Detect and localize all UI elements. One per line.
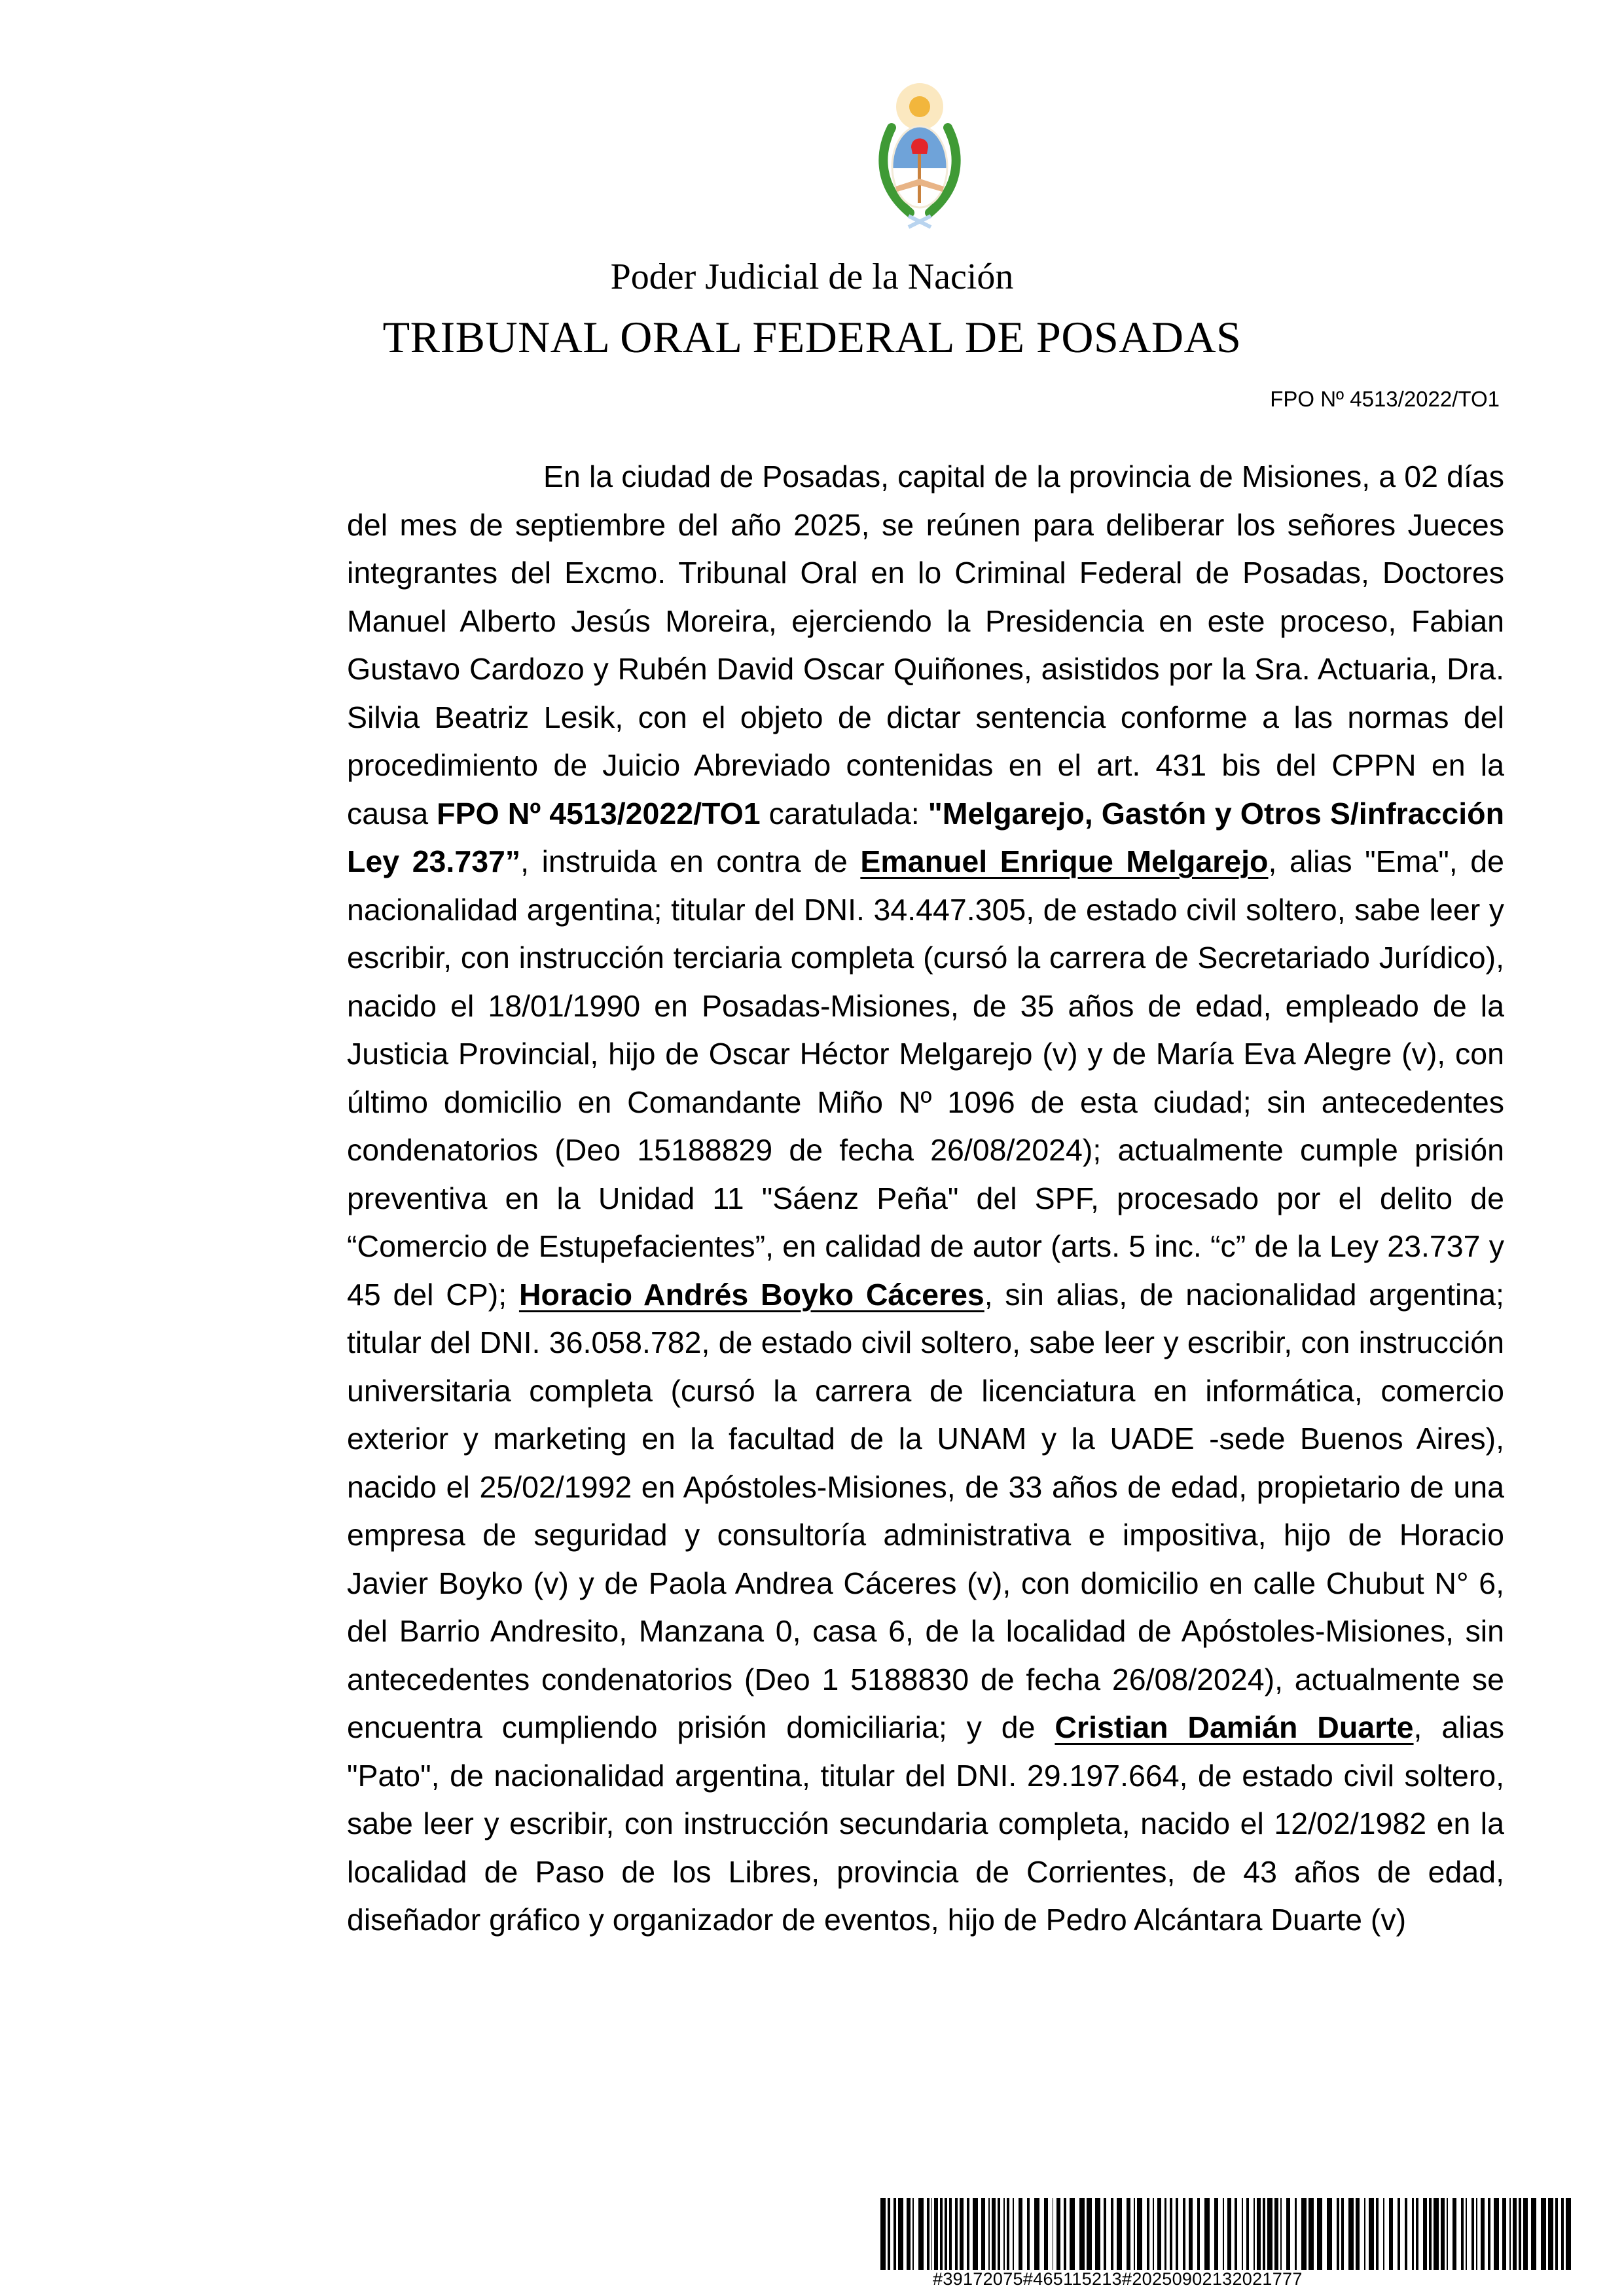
barcode-bar	[1461, 2198, 1464, 2270]
barcode-bar	[1170, 2198, 1172, 2270]
case-reference: FPO Nº 4513/2022/TO1	[1270, 387, 1500, 411]
barcode-bar	[1531, 2198, 1536, 2270]
barcode-bar	[940, 2198, 943, 2270]
opening-paragraph	[347, 453, 1504, 1945]
barcode-bar	[1007, 2198, 1009, 2270]
barcode-bar	[1214, 2198, 1218, 2270]
text-segment: , sin alias, de nacionalidad argentina; titular del DNI. 36.058.782, de estado civil soltero, sabe leer y escribir, con instrucción universitaria completa (cursó la carrera de licenciatura en informática, comercio exterior y marketing en la facultad de la UNAM y la UADE -sede Buenos Aires), nacido el 25/02/1992 en Apóstoles-Misiones, de 33 años de edad, propietario de una empresa de seguridad y consultoría administrativa e impositiva, hijo de Horacio Javier Boyko (v) y de Paola Andrea Cáceres (v), con domicilio en calle Chubut N° 6, del Barrio Andresito, Manzana 0, casa 6, de la localidad de Apóstoles-Misiones, sin antecedentes condenatorios (Deo 1 5188830 de fecha 26/08/2024), actualmente se encuentra cumpliendo prisión domiciliaria; y de	[347, 1277, 1504, 1744]
barcode-bar	[918, 2198, 924, 2270]
barcode-bar	[1053, 2198, 1054, 2270]
barcode-bar	[1341, 2198, 1344, 2270]
barcode-bar	[1541, 2198, 1546, 2270]
barcode-bar	[1416, 2198, 1418, 2270]
barcode-bar	[1013, 2198, 1014, 2270]
court-title: TRIBUNAL ORAL FEDERAL DE POSADAS	[382, 312, 1242, 362]
barcode-bar	[1176, 2198, 1178, 2270]
barcode-bar	[1286, 2198, 1290, 2270]
barcode-icon	[880, 2198, 1574, 2270]
barcode-bar	[1034, 2198, 1039, 2270]
text-segment: , alias "Pato", de nacionalidad argentina, titular del DNI. 29.197.664, de estado civil soltero, sabe leer y escribir, con instrucción secundaria completa, nacido el 12/02/1982 en la localidad de Paso de los Libres, provincia de Corrientes, de 43 años de edad, diseñador gráfico y organizador de eventos, hijo de Pedro Alcántara Duarte (v)	[347, 1710, 1504, 1937]
barcode-bar	[973, 2198, 978, 2270]
barcode-bar	[927, 2198, 929, 2270]
barcode-bar	[1398, 2198, 1400, 2270]
barcode-bar	[1447, 2198, 1448, 2270]
barcode-bar	[934, 2198, 938, 2270]
barcode-bar	[1044, 2198, 1048, 2270]
barcode-bar	[1257, 2198, 1261, 2270]
argentina-coat-of-arms-icon	[877, 82, 962, 232]
barcode-bar	[1561, 2198, 1564, 2270]
barcode-bar	[1441, 2198, 1445, 2270]
barcode-bar	[1301, 2198, 1307, 2270]
barcode-bar	[1235, 2198, 1237, 2270]
barcode-bar	[1164, 2198, 1167, 2270]
barcode-bar	[1056, 2198, 1060, 2270]
barcode-bar	[1429, 2198, 1432, 2270]
barcode-bar	[981, 2198, 985, 2270]
barcode-bar	[1481, 2198, 1485, 2270]
barcode-bar	[1280, 2198, 1282, 2270]
barcode-bar	[967, 2198, 969, 2270]
barcode-bar	[1095, 2198, 1100, 2270]
barcode-number: #39172075#465115213#20250902132021777	[933, 2269, 1303, 2289]
barcode-bar	[1327, 2198, 1332, 2270]
barcode-bar	[1337, 2198, 1339, 2270]
barcode-bar	[1356, 2198, 1360, 2270]
barcode-bar	[1197, 2198, 1200, 2270]
barcode-bar	[1513, 2198, 1517, 2270]
barcode-bar	[1246, 2198, 1249, 2270]
barcode-bar	[1555, 2198, 1558, 2270]
barcode-bar	[1405, 2198, 1407, 2270]
barcode-bar	[880, 2198, 886, 2270]
barcode-bar	[1223, 2198, 1224, 2270]
barcode-bar	[955, 2198, 958, 2270]
barcode-bar	[1308, 2198, 1314, 2270]
barcode-bar	[1471, 2198, 1474, 2270]
barcode-bar	[1003, 2198, 1005, 2270]
barcode-bar	[1348, 2198, 1354, 2270]
barcode-bar	[1134, 2198, 1135, 2270]
barcode-bar	[1523, 2198, 1528, 2270]
barcode-bar	[1317, 2198, 1322, 2270]
barcode-bar	[912, 2198, 914, 2270]
barcode-bar	[1157, 2198, 1161, 2270]
sun-icon	[896, 83, 943, 130]
barcode-bar	[1434, 2198, 1439, 2270]
barcode-bar	[1227, 2198, 1231, 2270]
text-segment: En la ciudad de Posadas, capital de la provincia de Misiones, a 02 días del mes de septiembre del año 2025, se reúnen para deliberar los señores Jueces integrantes del Excmo. Tribunal Oral en lo Criminal Federal de Posadas, Doctores Manuel Alberto Jesús Moreira, ejerciendo la Presidencia en este proceso, Fabian Gustavo Cardozo y Rubén David Oscar Quiñones, asistidos por la Sra. Actuaria, Dra. Silvia Beatriz Lesik, con el objeto de dictar sentencia conforme a las normas del procedimiento de Juicio Abreviado contenidas en el art. 431 bis del CPPN en la causa	[347, 459, 1504, 831]
barcode-bar	[949, 2198, 952, 2270]
barcode-bar	[1488, 2198, 1490, 2270]
barcode-bar	[1087, 2198, 1092, 2270]
barcode-bar	[945, 2198, 947, 2270]
barcode-bar	[907, 2198, 911, 2270]
barcode-bar	[1389, 2198, 1393, 2270]
barcode-bar	[1019, 2198, 1022, 2270]
barcode-bar	[888, 2198, 890, 2270]
case-caption-bold: "Melgarejo, Gastón y Otros S/infracción Ley 23.737”	[347, 796, 1504, 878]
barcode-bar	[1189, 2198, 1193, 2270]
barcode-bar	[1502, 2198, 1506, 2270]
barcode-bar	[1267, 2198, 1272, 2270]
barcode-bar	[1295, 2198, 1297, 2270]
document-body	[347, 453, 1504, 1945]
barcode-bar	[1383, 2198, 1384, 2270]
barcode-bar	[1466, 2198, 1467, 2270]
barcode-bar	[1369, 2198, 1374, 2270]
barcode-bar	[1519, 2198, 1521, 2270]
barcode-bar	[1423, 2198, 1427, 2270]
defendant-name-duarte: Cristian Damián Duarte	[1055, 1710, 1414, 1744]
barcode-bar	[1263, 2198, 1265, 2270]
barcode-bar	[960, 2198, 964, 2270]
barcode-bar	[1242, 2198, 1243, 2270]
barcode-bar	[1376, 2198, 1379, 2270]
defendant-name-melgarejo: Emanuel Enrique Melgarejo	[860, 844, 1269, 878]
barcode-bar	[1453, 2198, 1456, 2270]
barcode-bar	[1476, 2198, 1477, 2270]
barcode-bar	[1254, 2198, 1255, 2270]
barcode-bar	[1204, 2198, 1210, 2270]
barcode-bars	[880, 2198, 1574, 2270]
barcode-bar	[998, 2198, 1000, 2270]
defendant-name-boyko: Horacio Andrés Boyko Cáceres	[518, 1277, 984, 1312]
barcode-bar	[1548, 2198, 1553, 2270]
barcode-bar	[1412, 2198, 1415, 2270]
barcode-bar	[1566, 2198, 1571, 2270]
barcode-bar	[1274, 2198, 1278, 2270]
barcode-bar	[1117, 2198, 1122, 2270]
barcode-bar	[1147, 2198, 1149, 2270]
barcode-bar	[898, 2198, 903, 2270]
barcode-bar	[1064, 2198, 1066, 2270]
barcode-bar	[1127, 2198, 1130, 2270]
barcode-bar	[1509, 2198, 1511, 2270]
barcode-bar	[988, 2198, 990, 2270]
barcode-bar	[1494, 2198, 1499, 2270]
barcode-bar	[931, 2198, 933, 2270]
barcode-bar	[1079, 2198, 1085, 2270]
text-segment: , alias "Ema", de nacionalidad argentina; titular del DNI. 34.447.305, de estado civil soltero, sabe leer y escribir, con instrucción terciaria completa (cursó la carrera de Secretariado Jurídico), nacido el 18/01/1990 en Posadas-Misiones, de 35 años de edad, empleado de la Justicia Provincial, hijo de Oscar Héctor Melgarejo (v) y de María Eva Alegre (v), con último domicilio en Comandante Miño Nº 1096 de esta ciudad; sin antecedentes condenatorios (Deo 15188829 de fecha 26/08/2024); actualmente cumple prisión preventiva en la Unidad 11 "Sáenz Peña" del SPF, procesado por el delito de “Comercio de Estupefacientes”, en calidad de autor (arts. 5 inc. “c” de la Ley 23.737 y 45 del CP);	[347, 844, 1504, 1312]
institution-title: Poder Judicial de la Nación	[610, 257, 1014, 297]
text-segment: , instruida en contra de	[520, 844, 861, 878]
barcode-bar	[992, 2198, 996, 2270]
barcode-bar	[1027, 2198, 1030, 2270]
barcode-bar	[1153, 2198, 1154, 2270]
case-number-bold: FPO Nº 4513/2022/TO1	[437, 796, 761, 831]
barcode-bar	[893, 2198, 896, 2270]
barcode-bar	[1111, 2198, 1113, 2270]
barcode-bar	[1364, 2198, 1365, 2270]
barcode-bar	[1137, 2198, 1142, 2270]
barcode-bar	[1070, 2198, 1075, 2270]
text-segment: caratulada:	[760, 796, 928, 831]
barcode-bar	[1104, 2198, 1106, 2270]
barcode-bar	[1183, 2198, 1185, 2270]
